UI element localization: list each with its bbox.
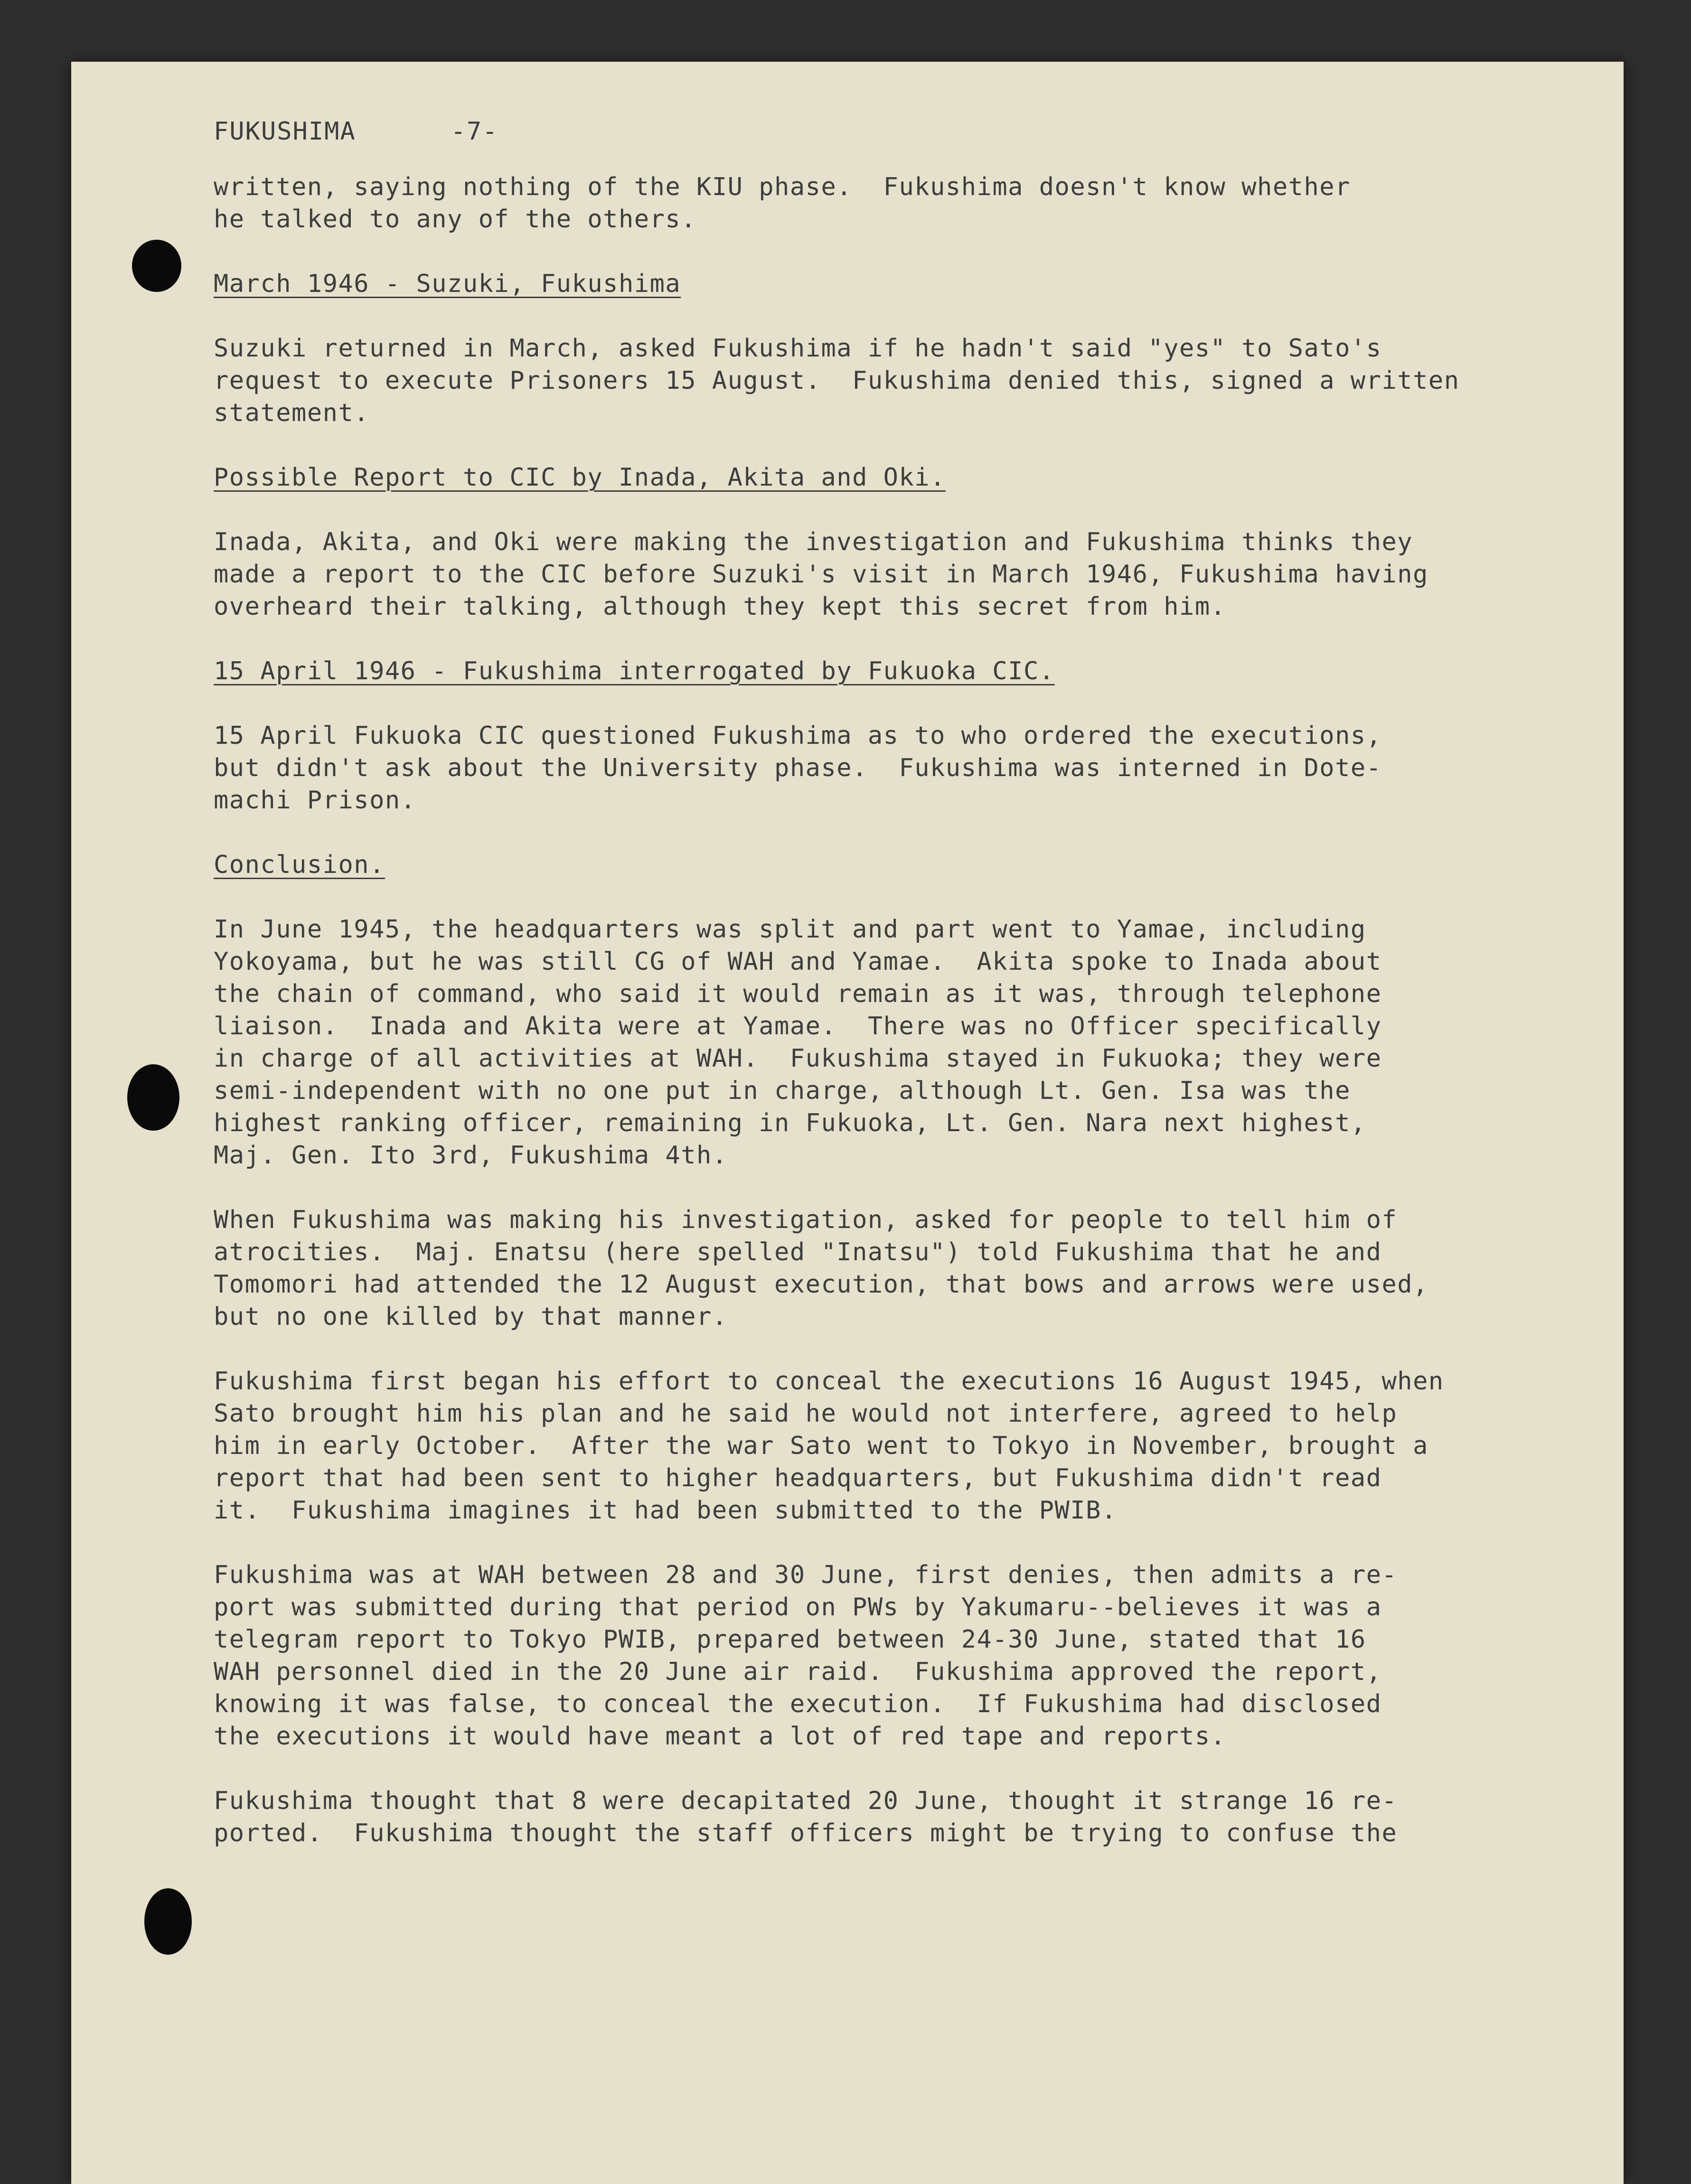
text-line: In June 1945, the headquarters was split and part went to Yamae, including xyxy=(214,915,1366,944)
punch-hole xyxy=(127,1064,179,1131)
text-line: telegram report to Tokyo PWIB, prepared between 24-30 June, stated that 16 xyxy=(214,1625,1366,1654)
text-line: Tomomori had attended the 12 August execution, that bows and arrows were used, xyxy=(214,1270,1428,1299)
text-line: Suzuki returned in March, asked Fukushima if he hadn't said "yes" to Sato's xyxy=(214,334,1382,363)
text-line: overheard their talking, although they kept this secret from him. xyxy=(214,592,1226,621)
text-line: the chain of command, who said it would remain as it was, through telephone xyxy=(214,980,1382,1008)
paragraph xyxy=(214,720,1614,816)
section-heading: Conclusion. xyxy=(214,851,385,879)
text-line: machi Prison. xyxy=(214,786,416,815)
text-line: ported. Fukushima thought the staff officers might be trying to confuse the xyxy=(214,1819,1398,1847)
paragraph xyxy=(214,171,1614,235)
text-line: Fukushima thought that 8 were decapitated 20 June, thought it strange 16 re- xyxy=(214,1787,1398,1815)
paragraph-gap xyxy=(214,1527,1614,1559)
text-line: report that had been sent to higher headquarters, but Fukushima didn't read xyxy=(214,1464,1382,1492)
paragraph-gap xyxy=(214,300,1614,332)
text-line: him in early October. After the war Sato went to Tokyo in November, brought a xyxy=(214,1432,1428,1460)
text-line: in charge of all activities at WAH. Fukushima stayed in Fukuoka; they were xyxy=(214,1044,1382,1073)
section-heading: Possible Report to CIC by Inada, Akita and Oki. xyxy=(214,463,946,492)
text-line: WAH personnel died in the 20 June air raid. Fukushima approved the report, xyxy=(214,1658,1382,1686)
text-line: port was submitted during that period on PWs by Yakumaru--believes it was a xyxy=(214,1593,1382,1622)
text-line: statement. xyxy=(214,399,370,427)
paragraph-gap xyxy=(214,235,1614,268)
text-line: Maj. Gen. Ito 3rd, Fukushima 4th. xyxy=(214,1141,728,1170)
paragraph-gap xyxy=(214,1753,1614,1785)
text-line: Fukushima first began his effort to conceal the executions 16 August 1945, when xyxy=(214,1367,1444,1396)
content-blocks xyxy=(214,171,1614,1849)
paragraph-gap xyxy=(214,1333,1614,1365)
text-line: written, saying nothing of the KIU phase. Fukushima doesn't know whether xyxy=(214,173,1351,201)
text-line: Sato brought him his plan and he said he would not interfere, agreed to help xyxy=(214,1399,1398,1428)
text-line: Inada, Akita, and Oki were making the investigation and Fukushima thinks they xyxy=(214,528,1413,556)
paragraph-gap xyxy=(214,494,1614,526)
paragraph-gap xyxy=(214,1172,1614,1204)
text-line: Yokoyama, but he was still CG of WAH and Yamae. Akita spoke to Inada about xyxy=(214,947,1382,976)
paragraph xyxy=(214,1559,1614,1753)
text-line: liaison. Inada and Akita were at Yamae. There was no Officer specifically xyxy=(214,1012,1382,1040)
punch-hole xyxy=(132,240,181,292)
text-line: but didn't ask about the University phase. Fukushima was interned in Dote- xyxy=(214,754,1382,782)
text-line: knowing it was false, to conceal the execution. If Fukushima had disclosed xyxy=(214,1690,1382,1718)
text-line: request to execute Prisoners 15 August. Fukushima denied this, signed a written xyxy=(214,366,1460,395)
text-line: he talked to any of the others. xyxy=(214,205,697,234)
paragraph xyxy=(214,1204,1614,1333)
text-line: semi-independent with no one put in charge, although Lt. Gen. Isa was the xyxy=(214,1077,1351,1105)
paragraph-gap xyxy=(214,687,1614,720)
text-line: it. Fukushima imagines it had been submitted to the PWIB. xyxy=(214,1496,1117,1525)
text-line: Fukushima was at WAH between 28 and 30 June, first denies, then admits a re- xyxy=(214,1561,1398,1589)
section-heading: March 1946 - Suzuki, Fukushima xyxy=(214,270,681,298)
paragraph xyxy=(214,332,1614,429)
text-line: 15 April Fukuoka CIC questioned Fukushima as to who ordered the executions, xyxy=(214,722,1382,750)
text-line: but no one killed by that manner. xyxy=(214,1303,728,1331)
page-header xyxy=(214,115,1614,148)
text-line: the executions it would have meant a lot of red tape and reports. xyxy=(214,1722,1226,1751)
text-line: When Fukushima was making his investigation, asked for people to tell him of xyxy=(214,1206,1398,1234)
paragraph-gap xyxy=(214,429,1614,461)
paragraph-gap xyxy=(214,881,1614,913)
paragraph-gap xyxy=(214,816,1614,849)
paragraph xyxy=(214,526,1614,623)
paragraph-gap xyxy=(214,623,1614,655)
text-line: atrocities. Maj. Enatsu (here spelled "Inatsu") told Fukushima that he and xyxy=(214,1238,1382,1266)
typed-text-body xyxy=(214,115,1614,1849)
punch-hole xyxy=(144,1888,192,1955)
text-line: highest ranking officer, remaining in Fukuoka, Lt. Gen. Nara next highest, xyxy=(214,1109,1366,1137)
paragraph xyxy=(214,1785,1614,1849)
text-line: made a report to the CIC before Suzuki's visit in March 1946, Fukushima having xyxy=(214,560,1428,589)
header-name: FUKUSHIMA xyxy=(214,117,356,146)
page-number: -7- xyxy=(451,117,498,146)
paragraph xyxy=(214,1365,1614,1527)
section-heading: 15 April 1946 - Fukushima interrogated by Fukuoka CIC. xyxy=(214,657,1055,685)
paragraph xyxy=(214,913,1614,1172)
